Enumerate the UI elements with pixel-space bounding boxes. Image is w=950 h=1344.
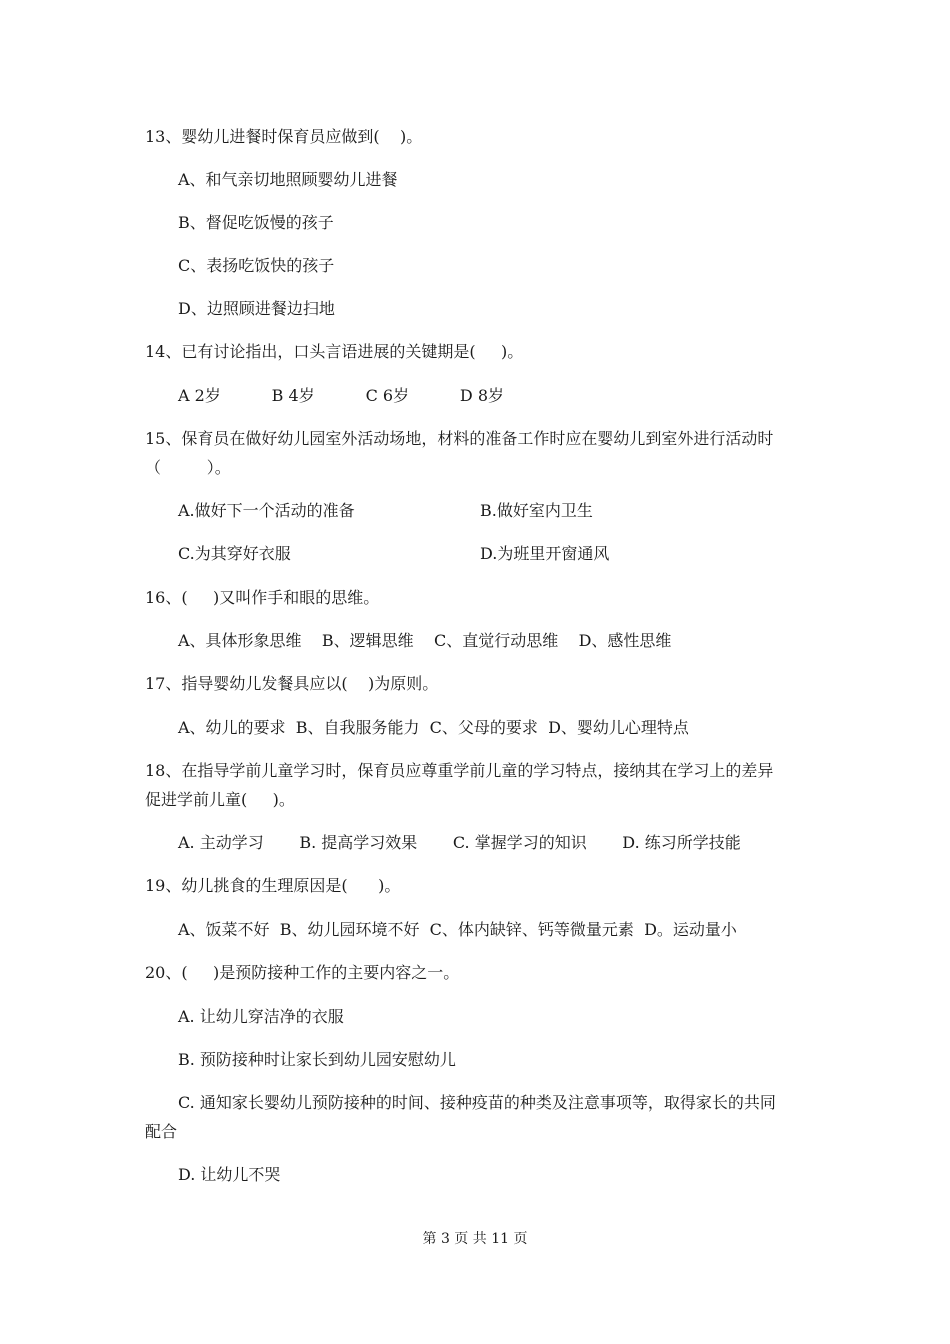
page-footer: 第 3 页 共 11 页 bbox=[422, 1231, 528, 1247]
question-stem-line-1: 15、保育员在做好幼儿园室外活动场地，材料的准备工作时应在婴幼儿到室外进行活动时 bbox=[145, 429, 774, 448]
option-a: A、和气亲切地照顾婴幼儿进餐 bbox=[178, 170, 398, 189]
question-stem: 17、指导婴幼儿发餐具应以( )为原则。 bbox=[145, 674, 439, 693]
option-b: B. 预防接种时让家长到幼儿园安慰幼儿 bbox=[178, 1050, 456, 1069]
question-stem: 19、幼儿挑食的生理原因是( )。 bbox=[145, 876, 401, 895]
option-a: A. 让幼儿穿洁净的衣服 bbox=[178, 1007, 344, 1026]
options-row: A、饭菜不好 B、幼儿园环境不好 C、体内缺锌、钙等微量元素 D。运动量小 bbox=[178, 920, 737, 939]
options-row: A. 主动学习 B. 提高学习效果 C. 掌握学习的知识 D. 练习所学技能 bbox=[178, 833, 741, 852]
option-d: D.为班里开窗通风 bbox=[480, 544, 610, 563]
question-stem: 16、( )又叫作手和眼的思维。 bbox=[145, 588, 380, 607]
options-row: A、幼儿的要求 B、自我服务能力 C、父母的要求 D、婴幼儿心理特点 bbox=[178, 718, 689, 737]
option-c: C、表扬吃饭快的孩子 bbox=[178, 256, 335, 275]
option-c: C.为其穿好衣服 bbox=[178, 544, 291, 563]
question-stem: 13、婴幼儿进餐时保育员应做到( )。 bbox=[145, 127, 423, 146]
option-d: D. 让幼儿不哭 bbox=[178, 1165, 281, 1184]
option-d: D、边照顾进餐边扫地 bbox=[178, 299, 335, 318]
option-b: B.做好室内卫生 bbox=[480, 501, 593, 520]
options-row: A 2岁 B 4岁 C 6岁 D 8岁 bbox=[178, 386, 505, 405]
option-b: B、督促吃饭慢的孩子 bbox=[178, 213, 334, 232]
option-c-continuation: 配合 bbox=[145, 1122, 178, 1141]
option-a: A.做好下一个活动的准备 bbox=[178, 501, 355, 520]
question-stem-line-2: （ ）。 bbox=[145, 458, 231, 477]
options-row: A、具体形象思维 B、逻辑思维 C、直觉行动思维 D、感性思维 bbox=[178, 631, 672, 650]
option-c: C. 通知家长婴幼儿预防接种的时间、接种疫苗的种类及注意事项等，取得家长的共同 bbox=[178, 1093, 776, 1112]
question-stem: 20、( )是预防接种工作的主要内容之一。 bbox=[145, 963, 460, 982]
question-stem-line-2: 促进学前儿童( )。 bbox=[145, 790, 295, 809]
question-stem: 14、已有讨论指出，口头言语进展的关键期是( )。 bbox=[145, 342, 524, 361]
question-stem-line-1: 18、在指导学前儿童学习时，保育员应尊重学前儿童的学习特点，接纳其在学习上的差异 bbox=[145, 761, 774, 780]
